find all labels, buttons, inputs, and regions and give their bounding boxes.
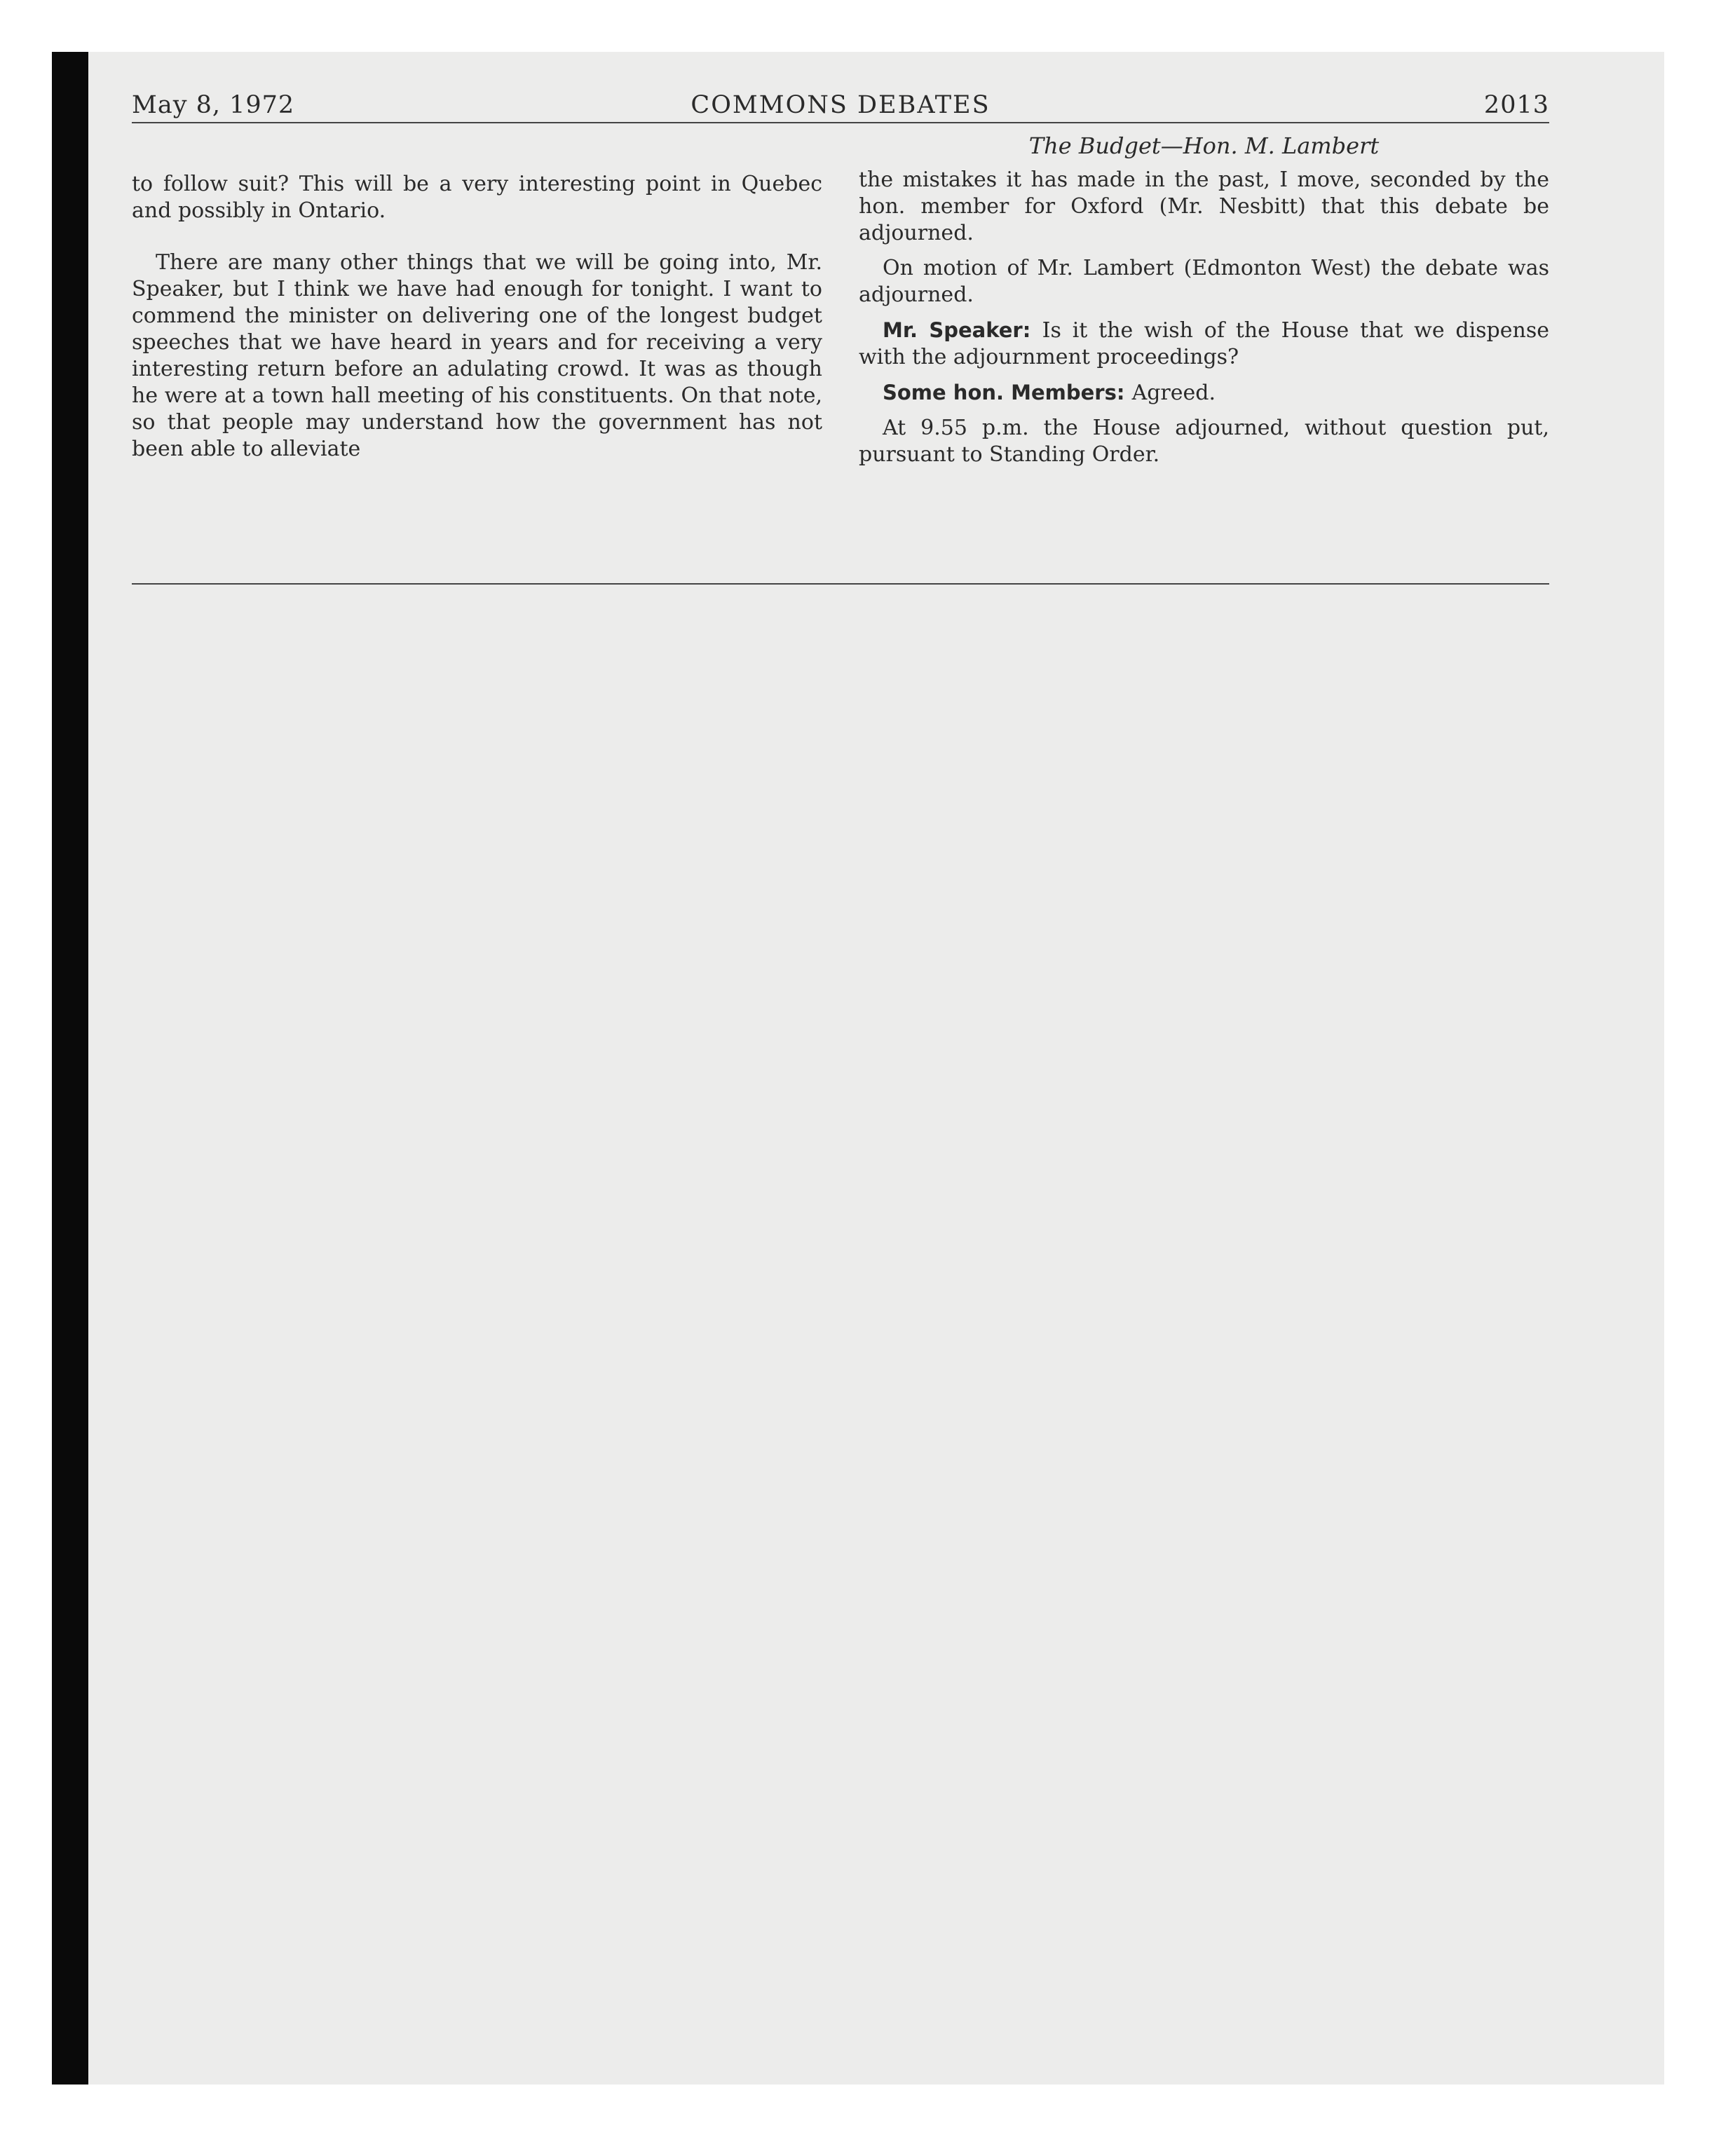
speaker-text: Is it the wish of the House that we dispense with the adjournment proceedings? [859,318,1549,369]
left-column [132,171,822,463]
header-page-number: 2013 [1483,91,1549,119]
right-column [859,132,1549,468]
speaker-name: Some hon. Members: [883,381,1132,404]
page-content [132,87,1549,467]
end-of-text-rule [132,583,1549,585]
running-header [132,87,1549,123]
speaker-entry [859,379,1549,407]
speaker-entry [859,317,1549,371]
header-date: May 8, 1972 [132,91,295,119]
speaker-name: Mr. Speaker: [883,318,1042,342]
paragraph: the mistakes it has made in the past, I move, seconded by the hon. member for Oxford (Mr. Nesbitt) that this debate be adjourned. [859,168,1549,245]
paragraph: At 9.55 p.m. the House adjourned, without question put, pursuant to Standing Order. [859,416,1549,467]
binding-edge-shadow [52,52,88,2085]
header-publication: COMMONS DEBATES [690,91,991,119]
paragraph: There are many other things that we will be going into, Mr. Speaker, but I think we have had enough for tonight. I want to commend the minister on delivering one of the longest budget speeches that we have heard in years and for receiving a very interesting return before an adulating crowd. It was as though he were at a town hall meeting of his constituents. On that note, so that people may understand how the government has not been able to alleviate [132,250,822,461]
paragraph: On motion of Mr. Lambert (Edmonton West) the debate was adjourned. [859,256,1549,307]
section-title: The Budget—Hon. M. Lambert [1028,132,1380,159]
paragraph: to follow suit? This will be a very interesting point in Quebec and possibly in Ontario. [132,172,822,223]
speaker-text: Agreed. [1131,381,1216,405]
